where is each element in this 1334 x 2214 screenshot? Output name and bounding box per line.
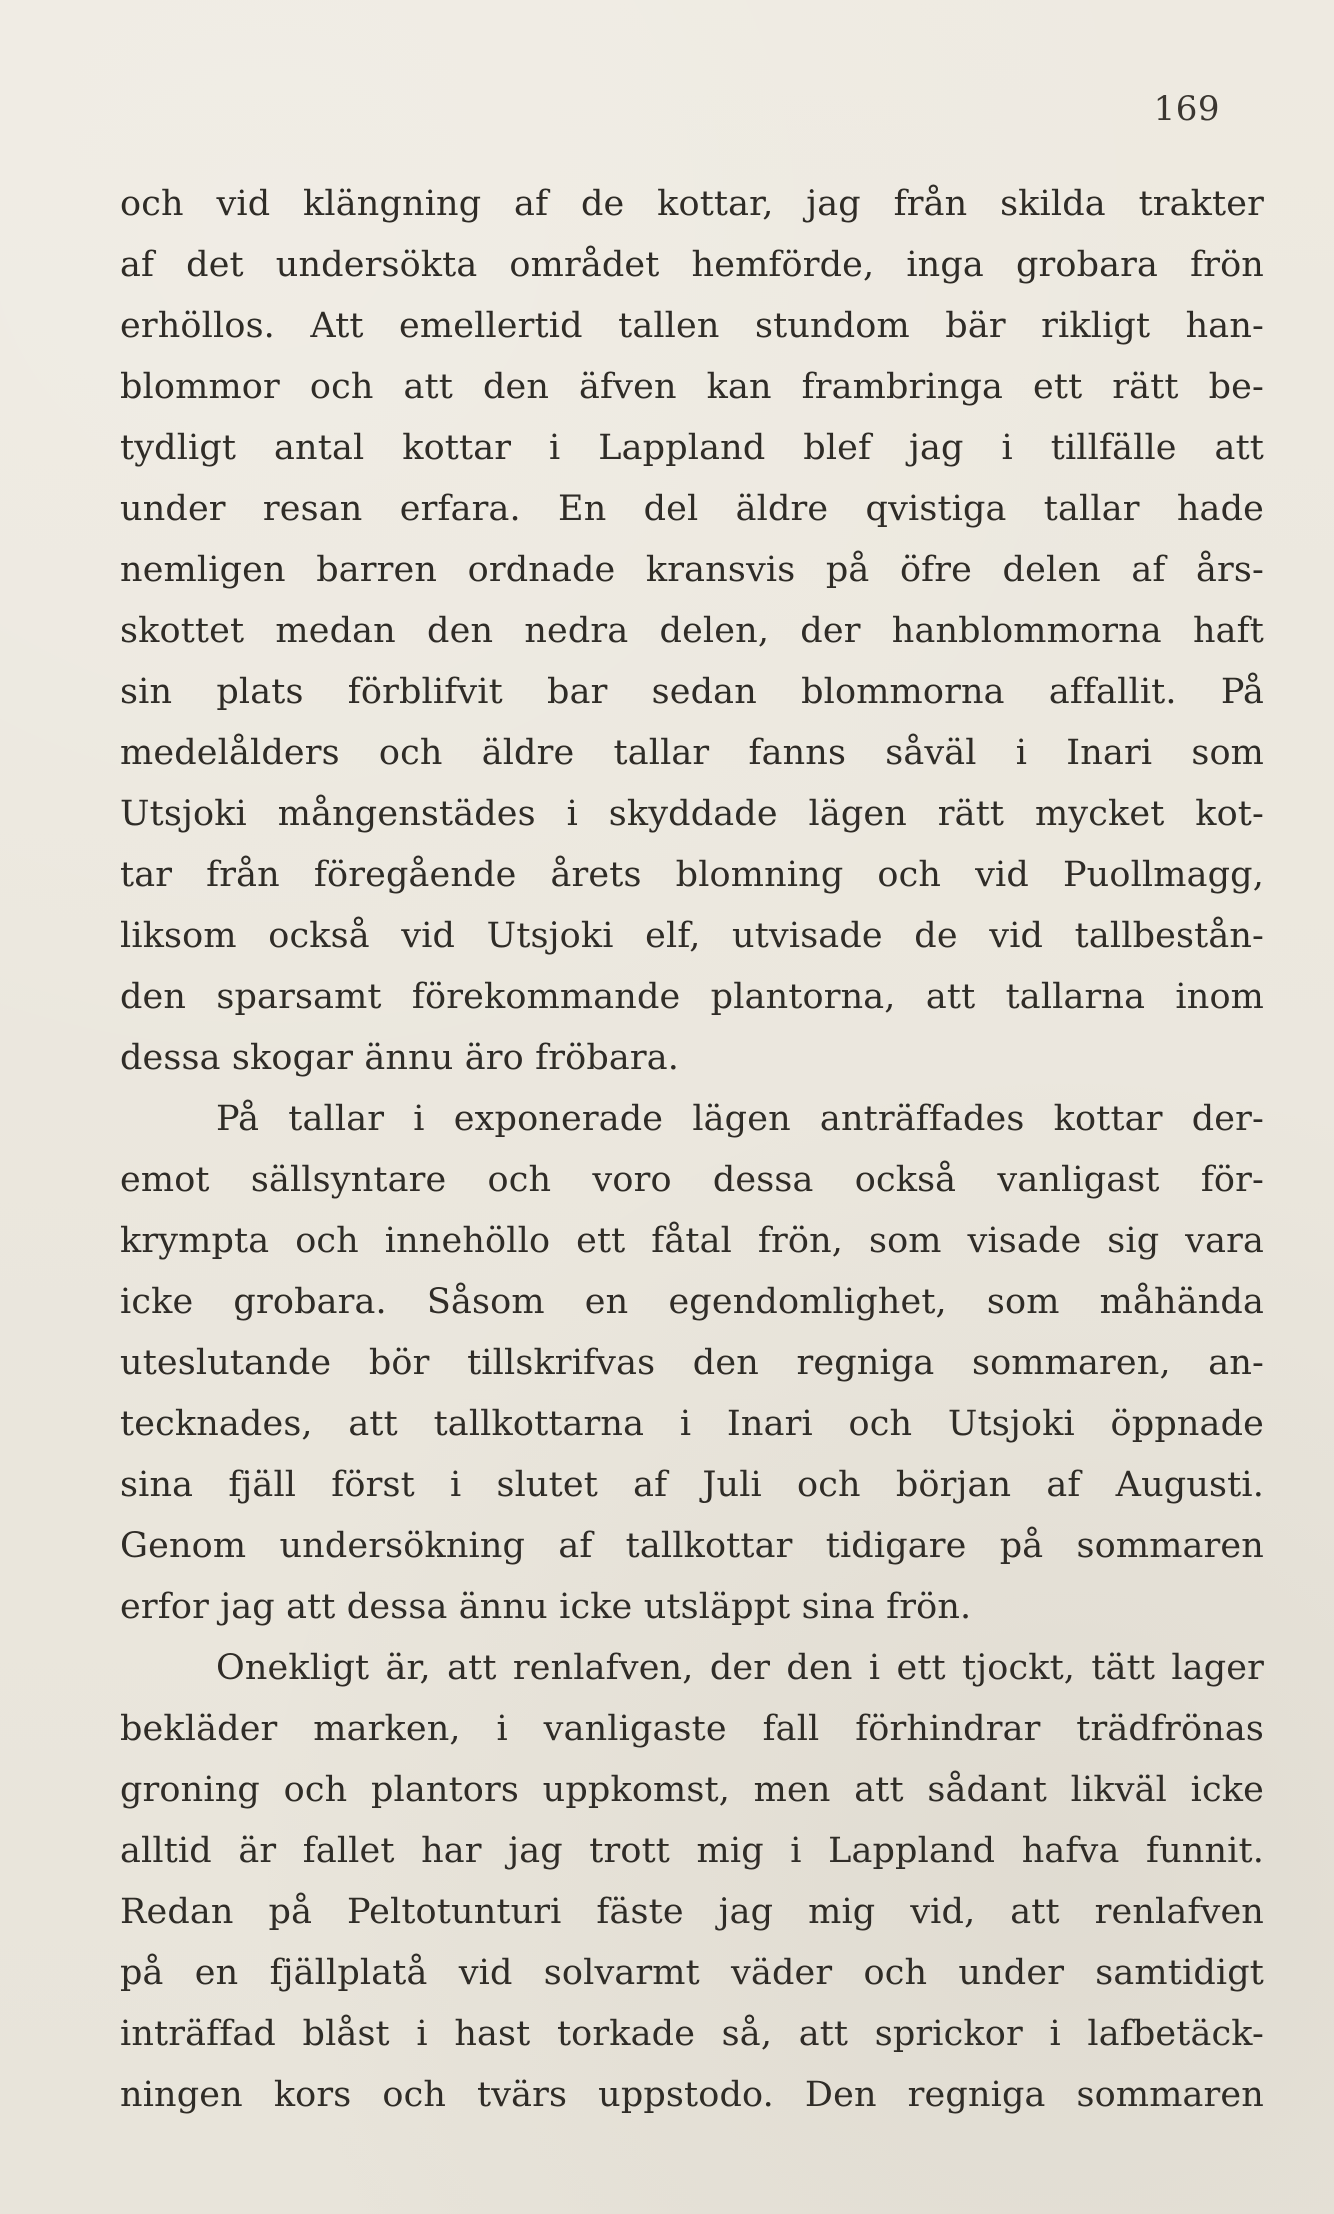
text-line: dessa skogar ännu äro fröbara. <box>120 1038 680 1078</box>
text-line: sina fjäll först i slutet af Juli och början af Augusti. <box>120 1465 1264 1505</box>
text-line: nemligen barren ordnade kransvis på öfre delen af års- <box>120 550 1264 590</box>
text-line: blommor och att den äfven kan frambringa ett rätt be- <box>120 367 1264 407</box>
text-line: sin plats förblifvit bar sedan blommorna affallit. På <box>120 672 1264 712</box>
text-line: krympta och innehöllo ett fåtal frön, som visade sig vara <box>120 1221 1264 1261</box>
text-line: Utsjoki mångenstädes i skyddade lägen rätt mycket kot- <box>120 794 1264 834</box>
text-line: tecknades, att tallkottarna i Inari och Utsjoki öppnade <box>120 1404 1264 1444</box>
text-line: under resan erfara. En del äldre qvistiga tallar hade <box>120 489 1264 529</box>
text-line: liksom också vid Utsjoki elf, utvisade de vid tallbestån- <box>120 916 1264 956</box>
text-line: bekläder marken, i vanligaste fall förhindrar trädfrönas <box>120 1709 1264 1749</box>
text-line: erhöllos. Att emellertid tallen stundom bär rikligt han- <box>120 306 1264 346</box>
text-line: tar från föregående årets blomning och vid Puollmagg, <box>120 855 1264 895</box>
text-line: ningen kors och tvärs uppstodo. Den regniga sommaren <box>120 2075 1264 2115</box>
body-text <box>120 174 1264 2126</box>
text-line: emot sällsyntare och voro dessa också vanligast för- <box>120 1160 1264 1200</box>
text-line: af det undersökta området hemförde, inga grobara frön <box>120 245 1264 285</box>
text-line: På tallar i exponerade lägen anträffades kottar der- <box>216 1099 1264 1139</box>
text-line: Genom undersökning af tallkottar tidigare på sommaren <box>120 1526 1264 1566</box>
text-line: alltid är fallet har jag trott mig i Lappland hafva funnit. <box>120 1831 1264 1871</box>
text-line: uteslutande bör tillskrifvas den regniga sommaren, an- <box>120 1343 1264 1383</box>
text-line: och vid klängning af de kottar, jag från skilda trakter <box>120 184 1264 224</box>
text-line: groning och plantors uppkomst, men att sådant likväl icke <box>120 1770 1264 1810</box>
text-line: skottet medan den nedra delen, der hanblommorna haft <box>120 611 1264 651</box>
text-line: erfor jag att dessa ännu icke utsläppt sina frön. <box>120 1587 972 1627</box>
text-line: tydligt antal kottar i Lappland blef jag i tillfälle att <box>120 428 1264 468</box>
text-line: den sparsamt förekommande plantorna, att tallarna inom <box>120 977 1264 1017</box>
text-line: inträffad blåst i hast torkade så, att sprickor i lafbetäck- <box>120 2014 1264 2054</box>
text-line: Redan på Peltotunturi fäste jag mig vid, att renlafven <box>120 1892 1264 1932</box>
text-line: medelålders och äldre tallar fanns såväl i Inari som <box>120 733 1264 773</box>
text-line: Onekligt är, att renlafven, der den i ett tjockt, tätt lager <box>216 1648 1264 1688</box>
text-line: icke grobara. Såsom en egendomlighet, som måhända <box>120 1282 1264 1322</box>
text-line: på en fjällplatå vid solvarmt väder och under samtidigt <box>120 1953 1264 1993</box>
page-number: 169 <box>1153 89 1220 129</box>
